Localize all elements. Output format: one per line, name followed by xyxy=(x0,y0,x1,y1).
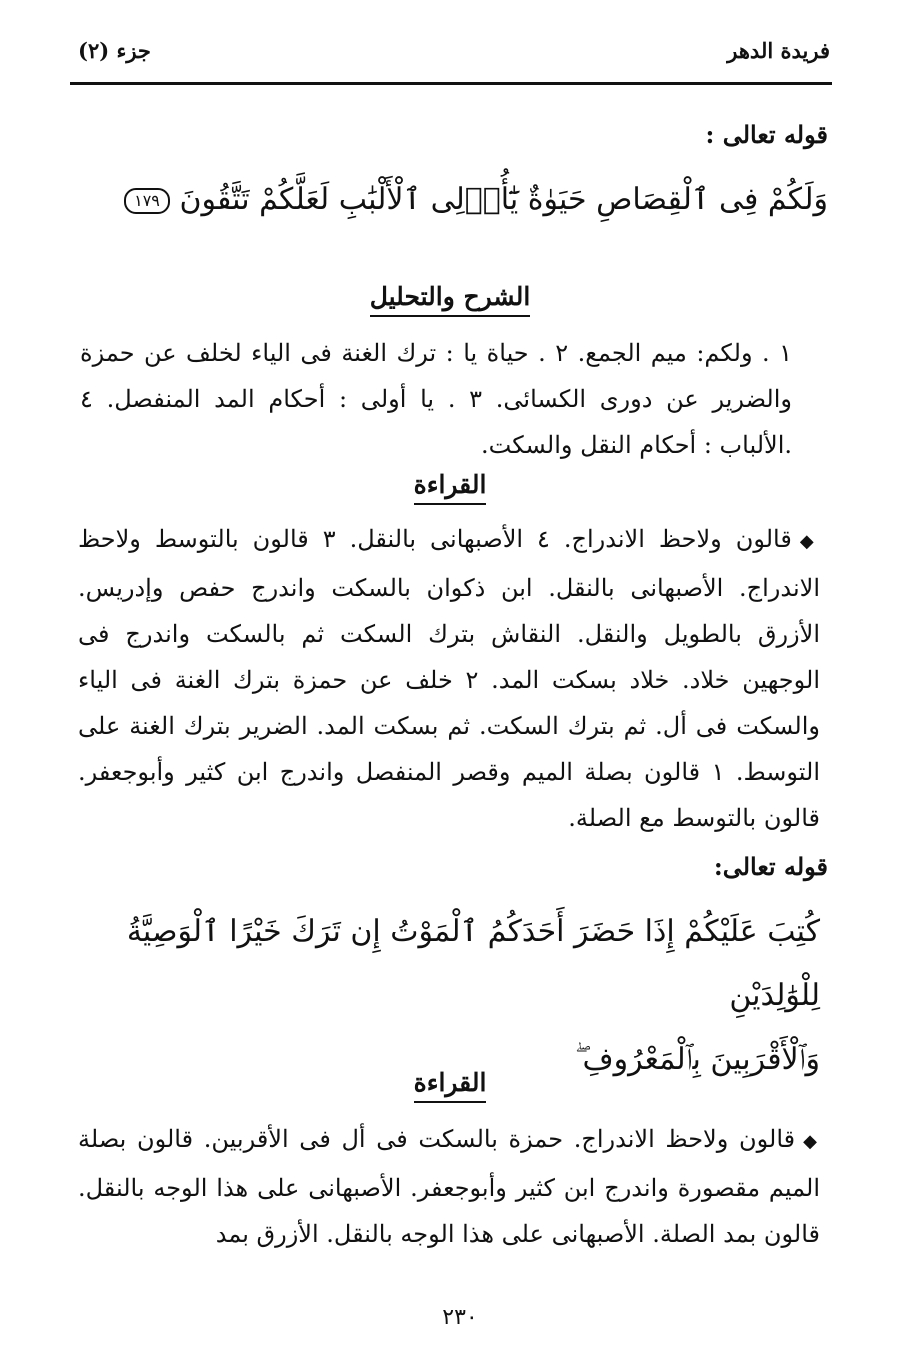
quran-verse-1 xyxy=(88,168,828,232)
sharh-paragraph: ١ . ولكم: ميم الجمع. ٢ . حياة يا : ترك الغنة فى الياء لخلف عن حمزة والضرير عن دورى الكسائى. ٣ . يا أولى : أحكام المد المنفصل. ٤ .الألباب : أحكام النقل والسكت. xyxy=(80,339,793,459)
sharh-title xyxy=(0,282,900,317)
header-divider xyxy=(70,82,832,85)
qiraa-title-2-text: القراءة xyxy=(414,1068,487,1103)
book-title: فريدة الدهر xyxy=(727,38,830,63)
qawluh-heading-2: قوله تعالى: xyxy=(713,852,828,881)
qawluh-heading-1: قوله تعالى : xyxy=(705,120,828,149)
diamond-bullet-icon: ◆ xyxy=(803,1131,820,1152)
running-header xyxy=(70,36,830,76)
verse-line-2: وَٱلْأَقْرَبِينَ بِٱلْمَعْرُوفِ ۖ xyxy=(575,1042,820,1077)
ayah-number-marker: ١٧٩ xyxy=(124,188,170,214)
verse-line-1: كُتِبَ عَلَيْكُمْ إِذَا حَضَرَ أَحَدَكُمُ ٱلْمَوْتُ إِن تَرَكَ خَيْرًا ٱلْوَصِيَّةُ لِلْوَٰلِدَيْنِ xyxy=(126,914,820,1013)
qiraa-paragraph-2 xyxy=(78,1116,820,1257)
quran-verse-2 xyxy=(80,900,820,1092)
verse-text: وَلَكُمْ فِى ٱلْقِصَاصِ حَيَوٰةٌ يَٰٓأُو۟لِى ٱلْأَلْبَٰبِ لَعَلَّكُمْ تَتَّقُونَ xyxy=(179,182,828,217)
part-label: جزء (٢) xyxy=(78,38,151,63)
qiraa-title-1-text: القراءة xyxy=(414,470,487,505)
qiraa-title-1 xyxy=(0,470,900,505)
sharh-title-text: الشرح والتحليل xyxy=(370,282,531,317)
qiraa-paragraph-1 xyxy=(78,516,820,841)
qiraa-title-2 xyxy=(0,1068,900,1103)
qiraa-text-2: قالون ولاحظ الاندراج. حمزة بالسكت فى أل فى الأقربين. قالون بصلة الميم مقصورة واندرج ابن كثير وأبوجعفر. الأصبهانى على هذا الوجه بالنقل. قالون بمد الصلة. الأصبهانى على هذا الوجه بالنقل. الأزرق بمد xyxy=(78,1125,820,1248)
page-number: ٢٣٠ xyxy=(442,1305,478,1330)
diamond-bullet-icon: ◆ xyxy=(799,531,820,552)
qiraa-text-1: قالون ولاحظ الاندراج. ٤ الأصبهانى بالنقل. ٣ قالون بالتوسط ولاحظ الاندراج. الأصبهانى بالنقل. ابن ذكوان بالسكت واندرج حفص وإدريس. الأزرق بالطويل والنقل. النقاش بترك السكت ثم بالسكت واندرج فى الوجهين خلاد. خلاد بسكت المد. ٢ خلف عن حمزة بترك الغنة فى الياء والسكت فى أل. ثم بترك السكت. ثم بسكت المد. الضرير بترك الغنة على التوسط. ١ قالون بصلة الميم وقصر المنفصل واندرج ابن كثير وأبوجعفر. قالون بالتوسط مع الصلة. xyxy=(78,525,820,832)
